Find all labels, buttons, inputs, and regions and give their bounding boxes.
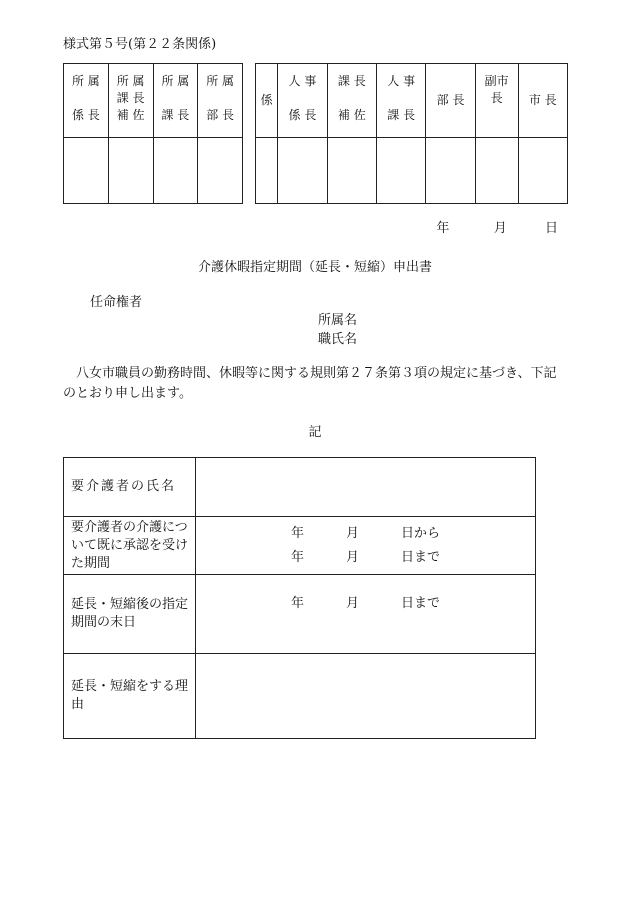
submission-date [436, 217, 558, 236]
stamp-header-text: 長 [490, 91, 503, 105]
stamp-cell[interactable] [198, 138, 243, 204]
stamp-header-text: 係 長 [71, 108, 100, 122]
period-to-line [196, 549, 535, 567]
stamp-header-text: 人 事 [387, 74, 416, 88]
stamp-header-text [377, 90, 425, 107]
stamp-header-text: 係 長 [288, 108, 317, 122]
stamp-cell[interactable] [327, 138, 376, 204]
stamp-header-text: 所 属 [116, 74, 145, 88]
approved-period-field[interactable] [196, 517, 536, 575]
care-recipient-name-label [64, 458, 196, 517]
stamp-header-text: 補 佐 [116, 108, 145, 122]
stamp-header-text: 副市 [484, 74, 509, 88]
stamp-cell[interactable] [475, 138, 518, 204]
period-from-day: 日から [400, 525, 440, 541]
stamp-header-text: 課 長 [116, 91, 145, 105]
stamp-cell[interactable] [108, 138, 153, 204]
date-day-label: 日 [544, 221, 558, 236]
form-number: 様式第５号(第２２条関係) [63, 37, 217, 52]
stamp-header-text: 市 長 [528, 93, 557, 107]
stamp-cell[interactable] [64, 138, 109, 204]
stamp-header-text: 補 佐 [337, 108, 366, 122]
end-date-month: 月 [345, 596, 359, 611]
stamp-header-text [278, 90, 326, 107]
stamp-header-text: 課 長 [387, 108, 416, 122]
date-month-label: 月 [493, 221, 507, 236]
care-recipient-name-field[interactable] [196, 458, 536, 517]
reason-field[interactable] [196, 654, 536, 739]
stamp-header-dept-chief [64, 64, 109, 138]
stamp-header-hr-section-head [377, 64, 426, 138]
stamp-header-text: 所 属 [161, 74, 190, 88]
new-end-date-label [64, 575, 196, 654]
stamp-header-director [426, 64, 475, 138]
appointer-label: 任命権者 [90, 295, 143, 310]
period-from-line [196, 525, 535, 543]
body-paragraph: 八女市職員の勤務時間、休暇等に関する規則第２７条第３項の規定に基づき、下記のとおり申し出ます。 [63, 366, 557, 401]
stamp-header-text: 部 長 [206, 108, 235, 122]
stamp-header-dept-director [198, 64, 243, 138]
approval-stamp-table-hr [255, 63, 568, 204]
stamp-cell[interactable] [377, 138, 426, 204]
new-end-date-field[interactable] [196, 575, 536, 654]
stamp-header-text [198, 90, 242, 107]
period-from-year: 年 [290, 525, 304, 541]
application-details-table [63, 457, 536, 739]
stamp-cell[interactable] [256, 138, 278, 204]
stamp-header-text [154, 90, 198, 107]
stamp-header-text: 課 長 [337, 74, 366, 88]
stamp-header-text: 所 属 [206, 74, 235, 88]
stamp-cell[interactable] [426, 138, 475, 204]
stamp-header-dept-section-head [153, 64, 198, 138]
period-to-year: 年 [290, 549, 304, 565]
stamp-cell[interactable] [153, 138, 198, 204]
period-from-month: 月 [345, 525, 359, 541]
stamp-header-text [328, 90, 376, 107]
stamp-header-text: 部 長 [436, 93, 465, 107]
stamp-cell[interactable] [278, 138, 327, 204]
period-to-month: 月 [345, 549, 359, 565]
name-label: 職氏名 [318, 332, 358, 347]
stamp-header-text: 係 [260, 93, 273, 107]
stamp-header-hr-chief [278, 64, 327, 138]
date-year-label: 年 [436, 221, 450, 236]
stamp-header-text: 人 事 [288, 74, 317, 88]
document-title: 介護休暇指定期間（延長・短縮）申出書 [197, 260, 432, 275]
stamp-header-clerk [256, 64, 278, 138]
stamp-header-deputy-mayor [475, 64, 518, 138]
approval-stamp-table-department [63, 63, 243, 204]
affiliation-label: 所属名 [318, 313, 358, 328]
row-label-text: 延長・短縮後の指定期間の末日 [71, 597, 189, 630]
period-to-day: 日まで [400, 549, 440, 565]
stamp-header-text: 所 属 [71, 74, 100, 88]
stamp-header-text [64, 90, 108, 107]
row-label-text: 要介護者の介護について既に承認を受けた期間 [71, 519, 189, 571]
stamp-cell[interactable] [518, 138, 567, 204]
ki-heading: 記 [308, 425, 322, 440]
stamp-header-deputy-section-head [327, 64, 376, 138]
row-label-text: 要介護者の氏名 [71, 479, 177, 494]
stamp-header-dept-deputy [108, 64, 153, 138]
approved-period-label [64, 517, 196, 575]
reason-label [64, 654, 196, 739]
end-date-day: 日まで [400, 596, 440, 611]
end-date-line [196, 595, 535, 613]
stamp-header-text: 課 長 [161, 108, 190, 122]
row-label-text: 延長・短縮をする理由 [71, 679, 189, 712]
end-date-year: 年 [290, 596, 304, 611]
stamp-header-mayor [518, 64, 567, 138]
